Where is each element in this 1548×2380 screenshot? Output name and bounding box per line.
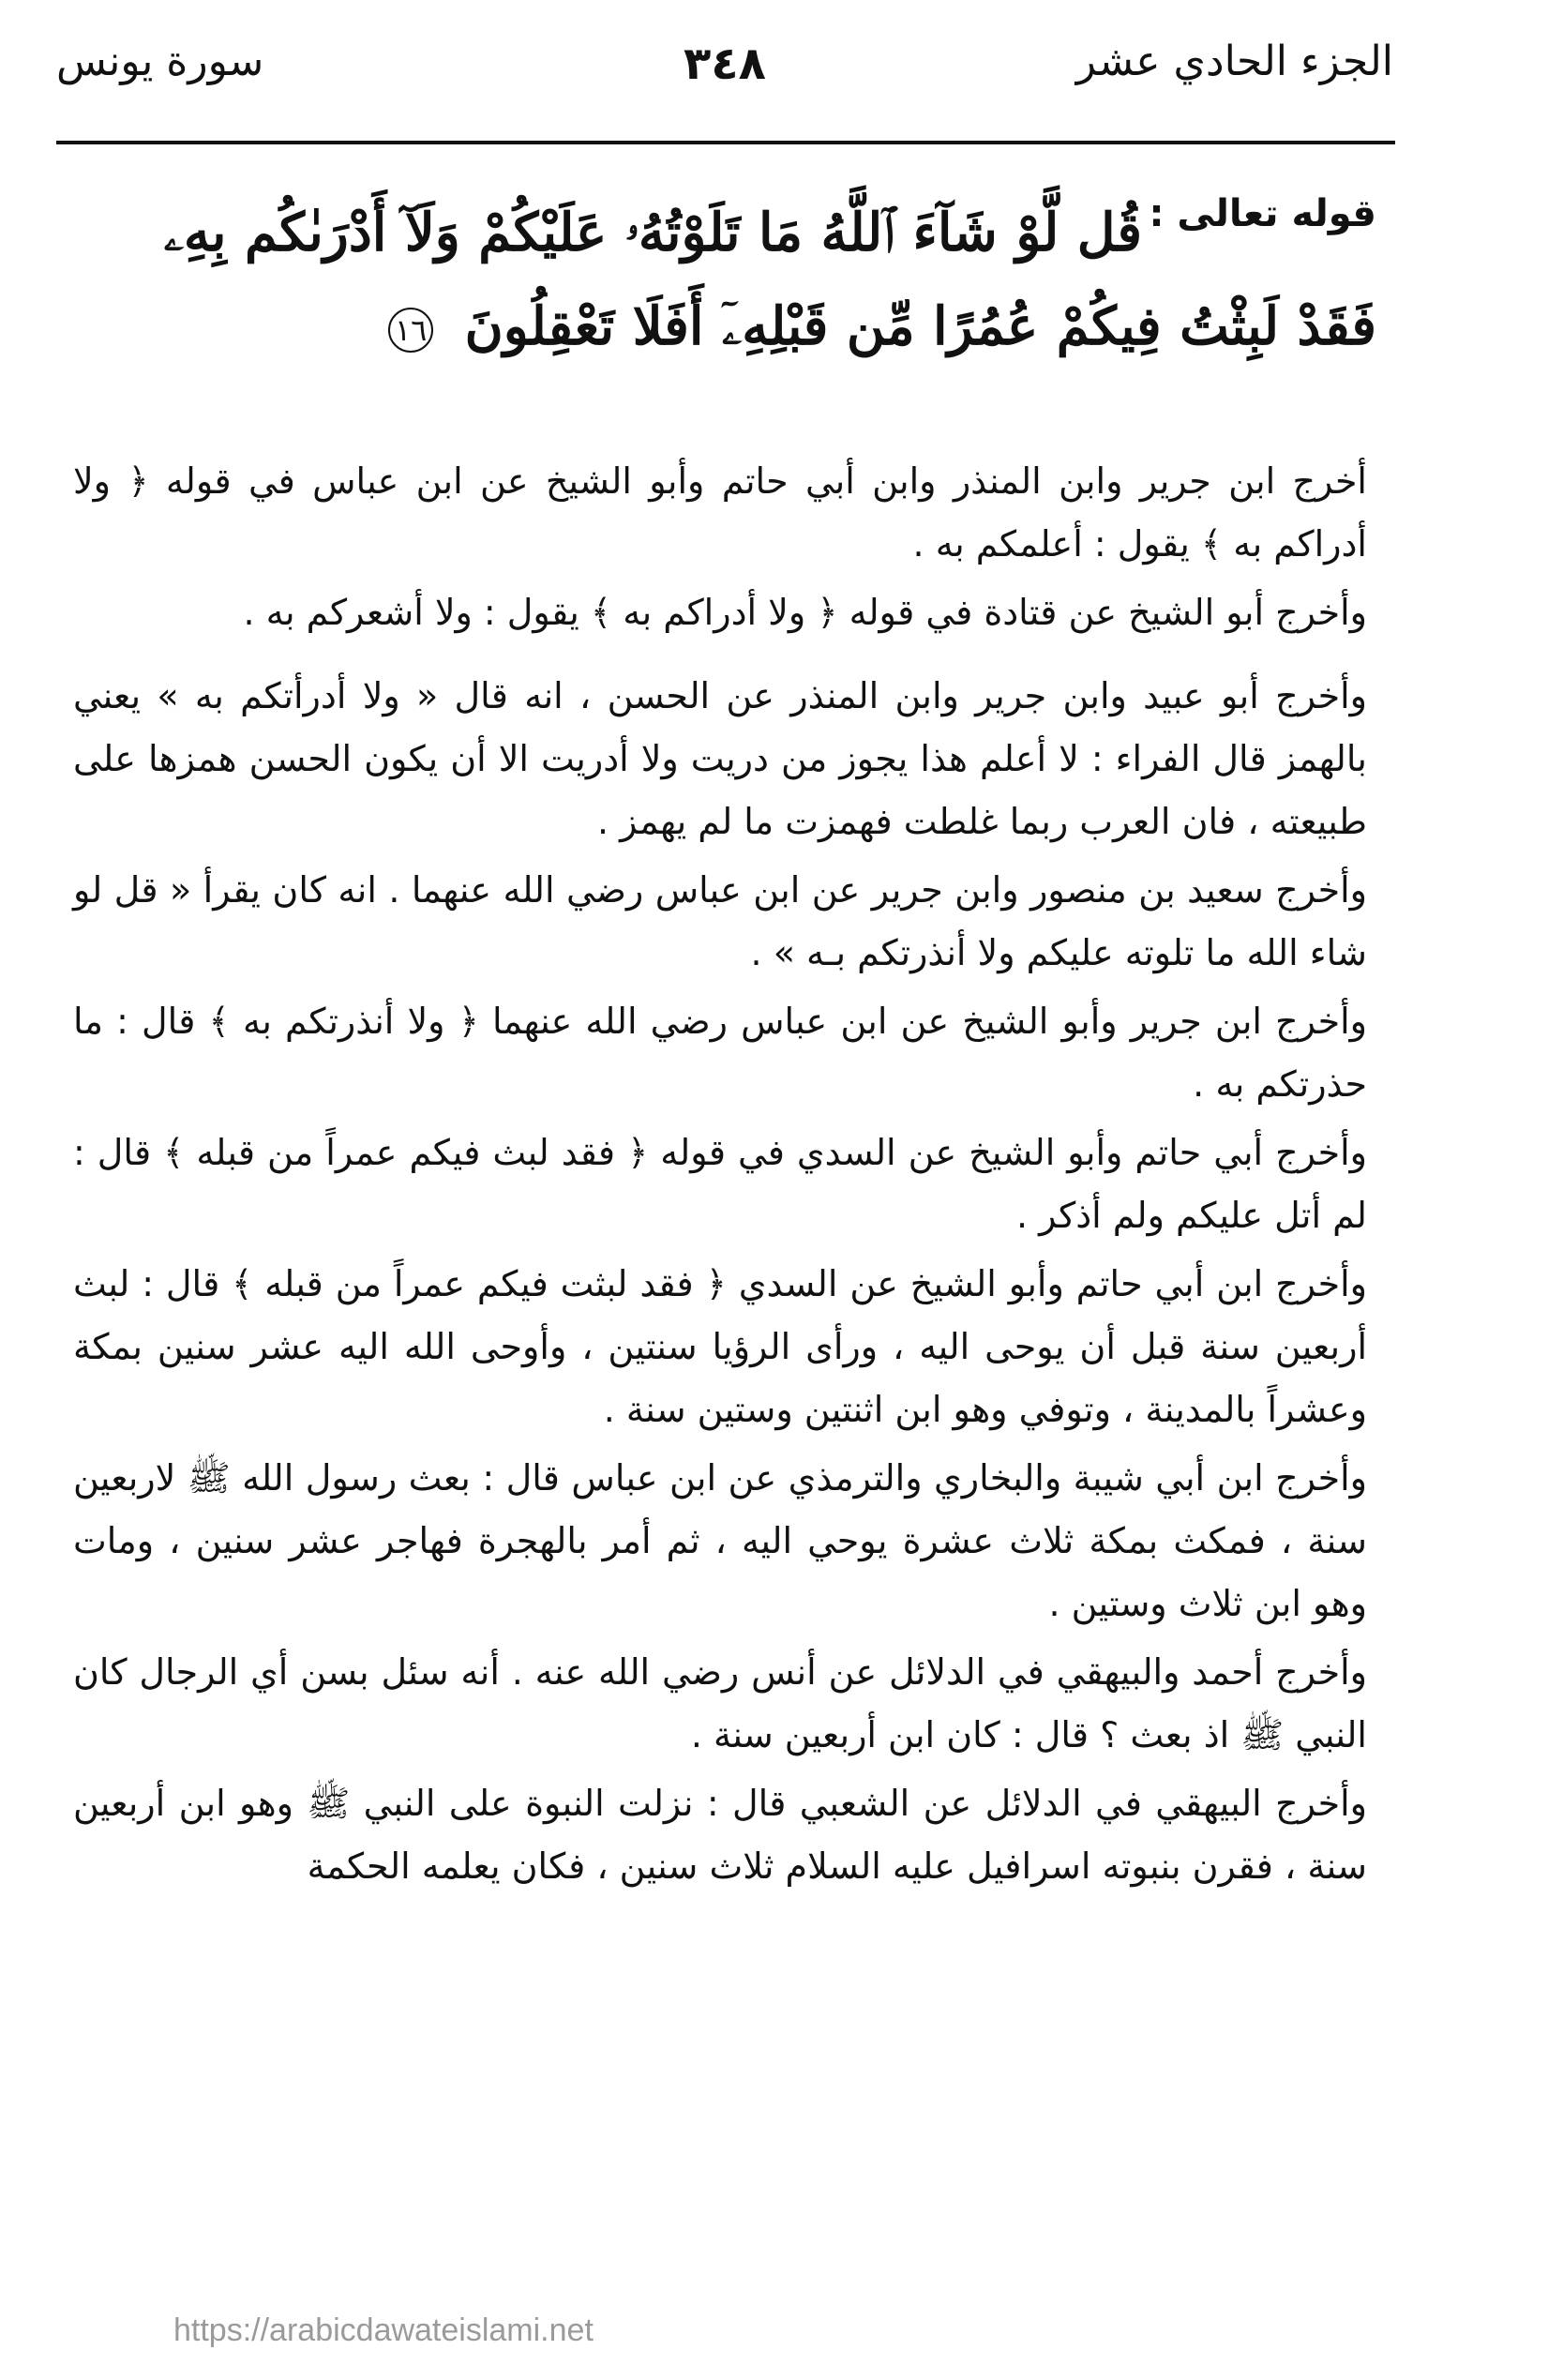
quran-verse-block: [66, 183, 1376, 408]
running-header: [56, 38, 1393, 113]
part-title: الجزء الحادي عشر: [1075, 38, 1393, 85]
paragraph-10: وأخرج البيهقي في الدلائل عن الشعبي قال : نزلت النبوة على النبي ﷺ وهو ابن أربعين سنة ، فقرن بنبوته اسرافيل عليه السلام ثلاث سنين ، فكان يعلمه الحكمة: [73, 1783, 1367, 1887]
paragraph-2: وأخرج أبو الشيخ عن قتادة في قوله ﴿ ولا أدراكم به ﴾ يقول : ولا أشعركم به .: [243, 592, 1367, 633]
watermark-url: https://arabicdawateislami.net: [173, 2312, 594, 2348]
commentary-body: [73, 450, 1367, 1904]
paragraph-9: وأخرج أحمد والبيهقي في الدلائل عن أنس رضي الله عنه . أنه سئل بسن أي الرجال كان النبي ﷺ اذ بعث ؟ قال : كان ابن أربعين سنة .: [73, 1651, 1367, 1755]
paragraph-1: أخرج ابن جرير وابن المنذر وابن أبي حاتم وأبو الشيخ عن ابن عباس في قوله ﴿ ولا أدراكم به ﴾ يقول : أعلمكم به .: [73, 460, 1367, 565]
verse-line-2: [388, 295, 1376, 358]
paragraph-6: وأخرج أبي حاتم وأبو الشيخ عن السدي في قوله ﴿ فقد لبث فيكم عمراً من قبله ﴾ قال : لم أتل عليكم ولم أذكر .: [73, 1132, 1367, 1236]
header-divider: [56, 141, 1395, 144]
verse-line-2-text: فَقَدْ لَبِثْتُ فِيكُمْ عُمُرًا مِّن قَبْلِهِۦٓ أَفَلَا تَعْقِلُونَ: [464, 295, 1376, 357]
surah-title: سورة يونس: [56, 38, 264, 85]
ayah-number-marker: ١٦: [388, 308, 433, 353]
paragraph-4: وأخرج سعيد بن منصور وابن جرير عن ابن عباس رضي الله عنهما . انه كان يقرأ « قل لو شاء الله ما تلوته عليكم ولا أنذرتكم بـه » .: [73, 869, 1367, 973]
page-number: ٣٤٨: [684, 38, 766, 90]
paragraph-7: وأخرج ابن أبي حاتم وأبو الشيخ عن السدي ﴿ فقد لبثت فيكم عمراً من قبله ﴾ قال : لبث أربعين سنة قبل أن يوحى اليه ، ورأى الرؤيا سنتين ، وأوحى الله اليه عشر سنين بمكة وعشراً بالمدينة ، وتوفي وهو ابن اثنتين وستين سنة .: [73, 1263, 1367, 1430]
paragraph-8: وأخرج ابن أبي شيبة والبخاري والترمذي عن ابن عباس قال : بعث رسول الله ﷺ لاربعين سنة ، فمكث بمكة ثلاث عشرة يوحي اليه ، ثم أمر بالهجرة فهاجر عشر سنين ، ومات وهو ابن ثلاث وستين .: [73, 1457, 1367, 1624]
paragraph-3: وأخرج أبو عبيد وابن جرير وابن المنذر عن الحسن ، انه قال « ولا أدرأتكم به » يعني بالهمز قال الفراء : لا أعلم هذا يجوز من دريت ولا أدريت الا أن يكون الحسن همزها على طبيعته ، فان العرب ربما غلطت فهمزت ما لم يهمز .: [73, 675, 1367, 842]
verse-line-1: قُل لَّوْ شَآءَ ٱللَّهُ مَا تَلَوْتُهُۥ عَلَيْكُمْ وَلَآ أَدْرَىٰكُم بِهِۦ: [163, 202, 1142, 264]
paragraph-5: وأخرج ابن جرير وأبو الشيخ عن ابن عباس رضي الله عنهما ﴿ ولا أنذرتكم به ﴾ قال : ما حذرتكم به .: [73, 1001, 1367, 1105]
verse-intro-label: قوله تعالى :: [1149, 192, 1376, 235]
